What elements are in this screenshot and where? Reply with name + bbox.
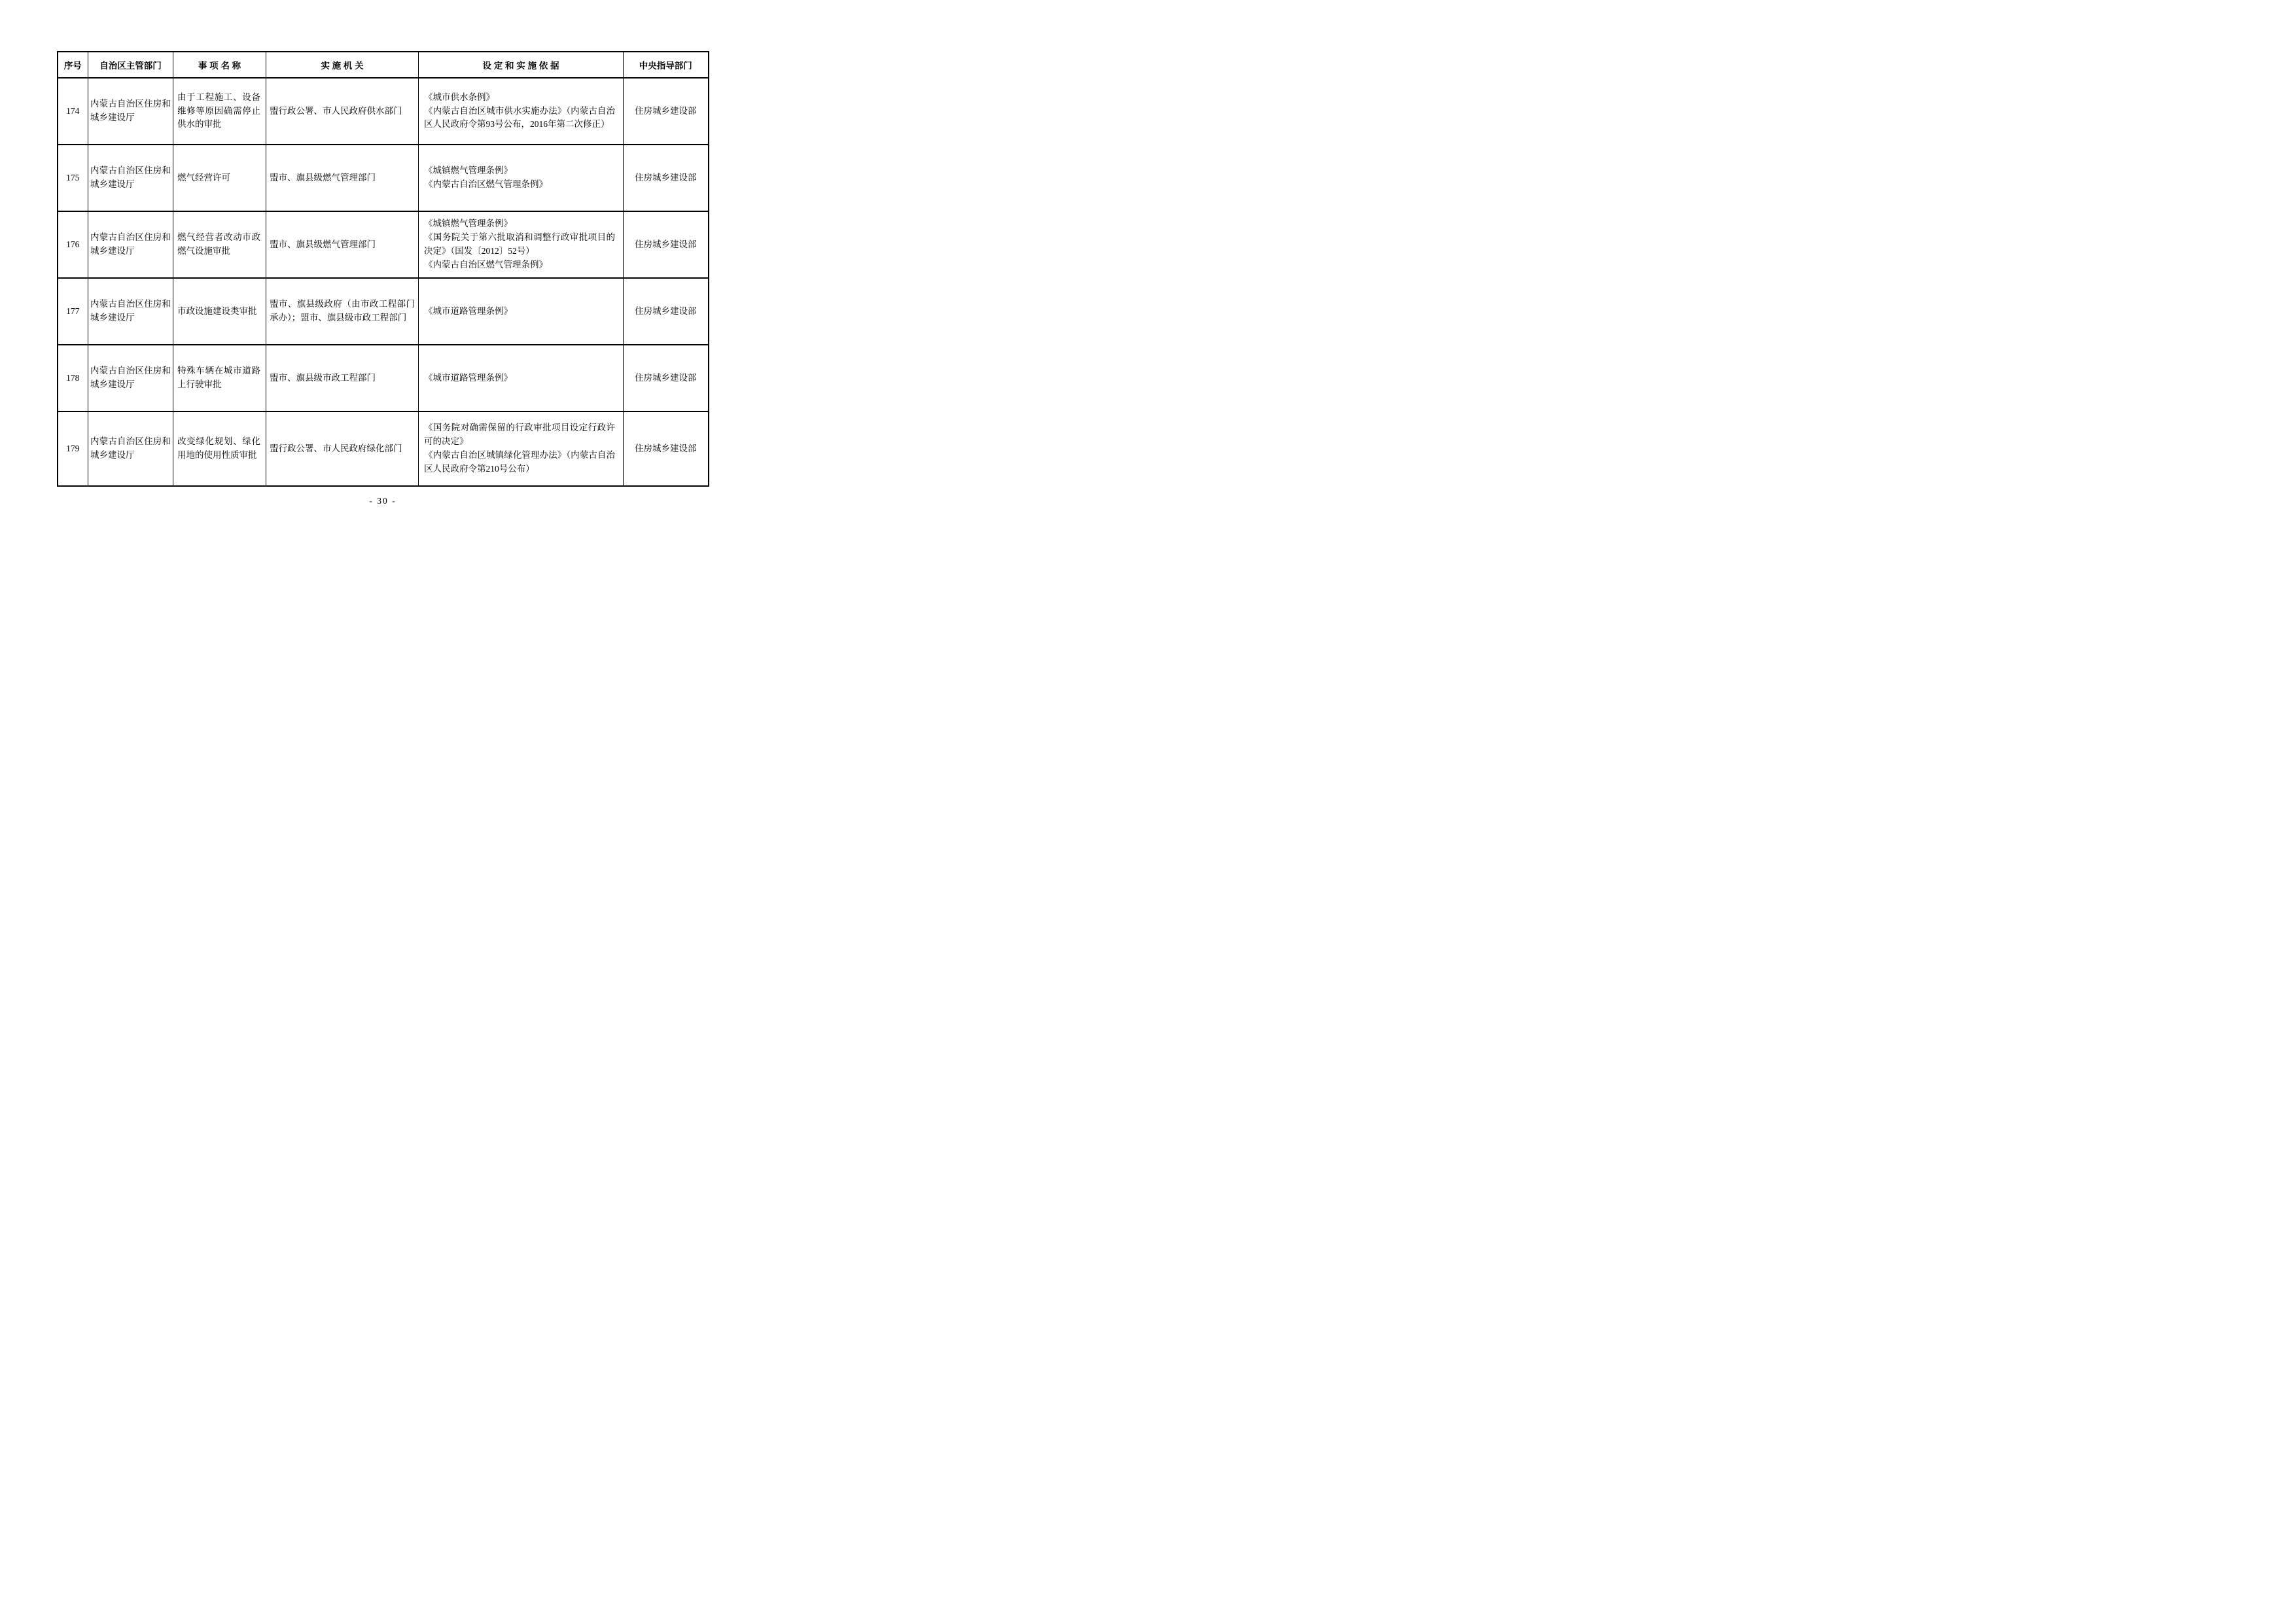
basis-cell — [419, 278, 624, 345]
basis-line: 《内蒙古自治区城镇绿化管理办法》（内蒙古自治区人民政府令第210号公布） — [424, 450, 615, 474]
row-number-cell: 179 — [58, 411, 88, 486]
department-cell: 内蒙古自治区住房和城乡建设厅 — [88, 411, 173, 486]
implementing-agency-cell: 盟市、旗县级燃气管理部门 — [266, 145, 419, 211]
table-row — [58, 278, 709, 345]
table-row — [58, 145, 709, 211]
basis-cell — [419, 78, 624, 145]
department-cell: 内蒙古自治区住房和城乡建设厅 — [88, 278, 173, 345]
item-name-cell: 燃气经营者改动市政燃气设施审批 — [173, 211, 266, 278]
department-cell: 内蒙古自治区住房和城乡建设厅 — [88, 211, 173, 278]
document-page — [0, 0, 766, 541]
implementing-agency-cell: 盟市、旗县级燃气管理部门 — [266, 211, 419, 278]
central-department-cell: 住房城乡建设部 — [624, 345, 709, 411]
implementing-agency-cell: 盟行政公署、市人民政府绿化部门 — [266, 411, 419, 486]
item-name-cell: 由于工程施工、设备维修等原因确需停止供水的审批 — [173, 78, 266, 145]
central-department-cell: 住房城乡建设部 — [624, 278, 709, 345]
item-name-cell: 市政设施建设类审批 — [173, 278, 266, 345]
basis-cell — [419, 411, 624, 486]
table-header-row — [58, 52, 709, 78]
basis-line: 《内蒙古自治区燃气管理条例》 — [424, 259, 548, 270]
basis-line: 《内蒙古自治区燃气管理条例》 — [424, 179, 548, 189]
basis-cell — [419, 345, 624, 411]
row-number-cell: 178 — [58, 345, 88, 411]
row-number-cell: 174 — [58, 78, 88, 145]
central-department-cell: 住房城乡建设部 — [624, 145, 709, 211]
basis-line: 《内蒙古自治区城市供水实施办法》（内蒙古自治区人民政府令第93号公布，2016年第二次修正） — [424, 105, 615, 130]
basis-line: 《城镇燃气管理条例》 — [424, 218, 512, 229]
item-name-cell: 特殊车辆在城市道路上行驶审批 — [173, 345, 266, 411]
basis-cell — [419, 145, 624, 211]
row-number-cell: 176 — [58, 211, 88, 278]
basis-line: 《国务院对确需保留的行政审批项目设定行政许可的决定》 — [424, 423, 615, 447]
header-serial-number: 序号 — [58, 52, 88, 78]
central-department-cell: 住房城乡建设部 — [624, 411, 709, 486]
department-cell: 内蒙古自治区住房和城乡建设厅 — [88, 145, 173, 211]
item-name-cell: 燃气经营许可 — [173, 145, 266, 211]
header-implementing-agency: 实 施 机 关 — [266, 52, 419, 78]
row-number-cell: 175 — [58, 145, 88, 211]
central-department-cell: 住房城乡建设部 — [624, 211, 709, 278]
implementing-agency-cell: 盟市、旗县级政府（由市政工程部门承办）；盟市、旗县级市政工程部门 — [266, 278, 419, 345]
item-name-cell: 改变绿化规划、绿化用地的使用性质审批 — [173, 411, 266, 486]
department-cell: 内蒙古自治区住房和城乡建设厅 — [88, 345, 173, 411]
table-row — [58, 345, 709, 411]
header-central-department: 中央指导部门 — [624, 52, 709, 78]
approval-items-table — [57, 51, 709, 487]
page-number: - 30 - — [369, 496, 397, 506]
table-row — [58, 411, 709, 486]
basis-line: 《城市供水条例》 — [424, 92, 495, 102]
central-department-cell: 住房城乡建设部 — [624, 78, 709, 145]
basis-line: 《城市道路管理条例》 — [424, 372, 512, 383]
implementing-agency-cell: 盟行政公署、市人民政府供水部门 — [266, 78, 419, 145]
table-row — [58, 78, 709, 145]
basis-line: 《城市道路管理条例》 — [424, 305, 512, 316]
table-row — [58, 211, 709, 278]
basis-line: 《城镇燃气管理条例》 — [424, 166, 512, 176]
header-item-name: 事 项 名 称 — [173, 52, 266, 78]
header-region-department: 自治区主管部门 — [88, 52, 173, 78]
implementing-agency-cell: 盟市、旗县级市政工程部门 — [266, 345, 419, 411]
header-setting-basis: 设 定 和 实 施 依 据 — [419, 52, 624, 78]
row-number-cell: 177 — [58, 278, 88, 345]
department-cell: 内蒙古自治区住房和城乡建设厅 — [88, 78, 173, 145]
basis-line: 《国务院关于第六批取消和调整行政审批项目的决定》（国发〔2012〕52号） — [424, 232, 615, 256]
basis-cell — [419, 211, 624, 278]
